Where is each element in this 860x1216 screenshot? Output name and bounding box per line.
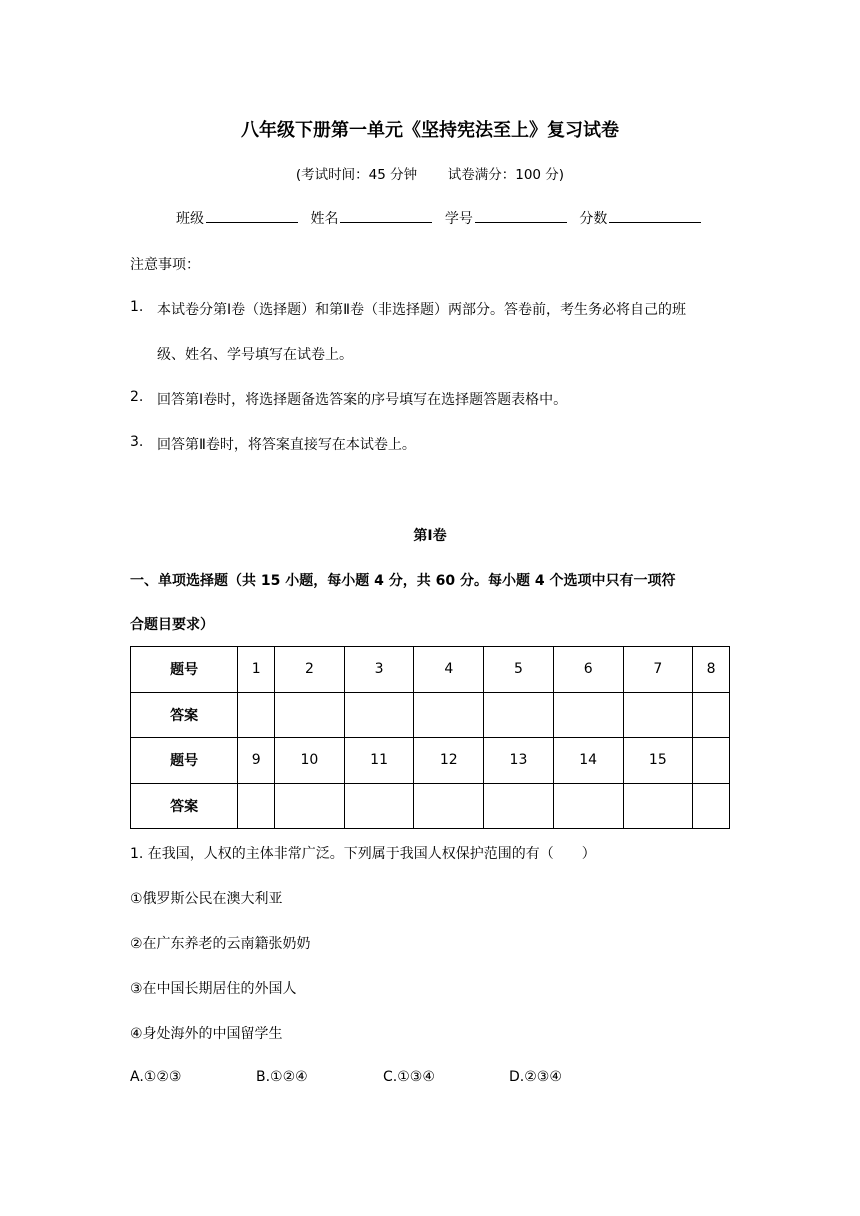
notice-item-1-number: 1. [130, 299, 144, 315]
question-1-option-d[interactable]: D.②③④ [509, 1069, 562, 1085]
question-1-statement-2: ②在广东养老的云南籍张奶奶 [130, 936, 311, 952]
field-name-label: 姓名 [310, 211, 339, 227]
field-class-blank[interactable] [206, 208, 298, 223]
field-name-blank[interactable] [340, 208, 432, 223]
table-label-answer: 答案 [131, 692, 238, 738]
field-score [579, 208, 701, 228]
question-1-statement-3: ③在中国长期居住的外国人 [130, 981, 297, 997]
question-1-option-b[interactable]: B.①②④ [256, 1069, 308, 1085]
table-cell-number: 1 [238, 647, 275, 693]
question-1-stem: 1. 在我国，人权的主体非常广泛。下列属于我国人权保护范围的有（ ） [130, 846, 596, 862]
answer-cell[interactable] [275, 783, 345, 829]
table-cell-number: 7 [623, 647, 693, 693]
notice-item-3-text: 回答第Ⅱ卷时，将答案直接写在本试卷上。 [157, 437, 416, 453]
student-info-row [176, 208, 709, 228]
answer-cell[interactable] [553, 692, 623, 738]
table-cell-number: 4 [414, 647, 484, 693]
answer-cell[interactable] [344, 783, 414, 829]
answer-cell[interactable] [275, 692, 345, 738]
field-class-label: 班级 [176, 211, 204, 227]
table-cell-number: 13 [484, 738, 554, 784]
notice-item-3-number: 3. [130, 434, 144, 450]
question-1-option-a[interactable]: A.①②③ [130, 1069, 182, 1085]
section-heading-line1: 一、单项选择题（共 15 小题，每小题 4 分，共 60 分。每小题 4 个选项中只有一项符 [130, 573, 676, 589]
table-row [131, 692, 730, 738]
answer-cell[interactable] [693, 692, 730, 738]
answer-cell[interactable] [238, 783, 275, 829]
question-1-statement-1: ①俄罗斯公民在澳大利亚 [130, 891, 283, 907]
table-cell-number: 8 [693, 647, 730, 693]
answer-cell[interactable] [484, 692, 554, 738]
field-student-id-label: 学号 [444, 211, 473, 227]
question-1-statement-4: ④身处海外的中国留学生 [130, 1026, 283, 1042]
field-name [310, 208, 432, 228]
table-cell-number: 11 [344, 738, 414, 784]
table-label-question-number: 题号 [131, 647, 238, 693]
notice-item-2-text: 回答第Ⅰ卷时，将选择题备选答案的序号填写在选择题答题表格中。 [157, 392, 568, 408]
exam-info [0, 163, 860, 183]
table-label-answer: 答案 [131, 783, 238, 829]
section-title: 第Ⅰ卷 [413, 528, 447, 544]
field-class [176, 208, 298, 228]
notice-item-1-line1: 本试卷分第Ⅰ卷（选择题）和第Ⅱ卷（非选择题）两部分。答卷前，考生务必将自己的班 [157, 302, 687, 318]
table-cell-number: 6 [553, 647, 623, 693]
exam-time: (考试时间：45 分钟 [295, 167, 418, 183]
exam-full-score: 试卷满分：100 分) [447, 167, 565, 183]
answer-cell[interactable] [238, 692, 275, 738]
field-student-id-blank[interactable] [475, 208, 567, 223]
table-cell-number: 15 [623, 738, 693, 784]
answer-cell[interactable] [553, 783, 623, 829]
table-cell-number [693, 738, 730, 784]
answer-cell[interactable] [623, 692, 693, 738]
table-cell-number: 14 [553, 738, 623, 784]
table-cell-number: 5 [484, 647, 554, 693]
answer-cell[interactable] [414, 783, 484, 829]
table-row [131, 783, 730, 829]
answer-cell[interactable] [484, 783, 554, 829]
page-title: 八年级下册第一单元《坚持宪法至上》复习试卷 [241, 120, 619, 141]
answer-cell[interactable] [623, 783, 693, 829]
notice-item-1-line2: 级、姓名、学号填写在试卷上。 [157, 347, 353, 363]
answer-cell[interactable] [344, 692, 414, 738]
table-cell-number: 3 [344, 647, 414, 693]
table-row [131, 738, 730, 784]
answer-cell[interactable] [693, 783, 730, 829]
notice-item-2-number: 2. [130, 389, 144, 405]
section-heading-line2: 合题目要求） [130, 617, 214, 633]
question-1-option-c[interactable]: C.①③④ [383, 1069, 435, 1085]
field-student-id [445, 208, 567, 228]
table-cell-number: 10 [275, 738, 345, 784]
table-cell-number: 12 [414, 738, 484, 784]
notice-heading: 注意事项： [130, 257, 200, 273]
answer-table [130, 646, 730, 829]
table-cell-number: 2 [275, 647, 345, 693]
field-score-label: 分数 [579, 211, 608, 227]
table-cell-number: 9 [238, 738, 275, 784]
table-label-question-number: 题号 [131, 738, 238, 784]
answer-cell[interactable] [414, 692, 484, 738]
table-row [131, 647, 730, 693]
field-score-blank[interactable] [609, 208, 701, 223]
